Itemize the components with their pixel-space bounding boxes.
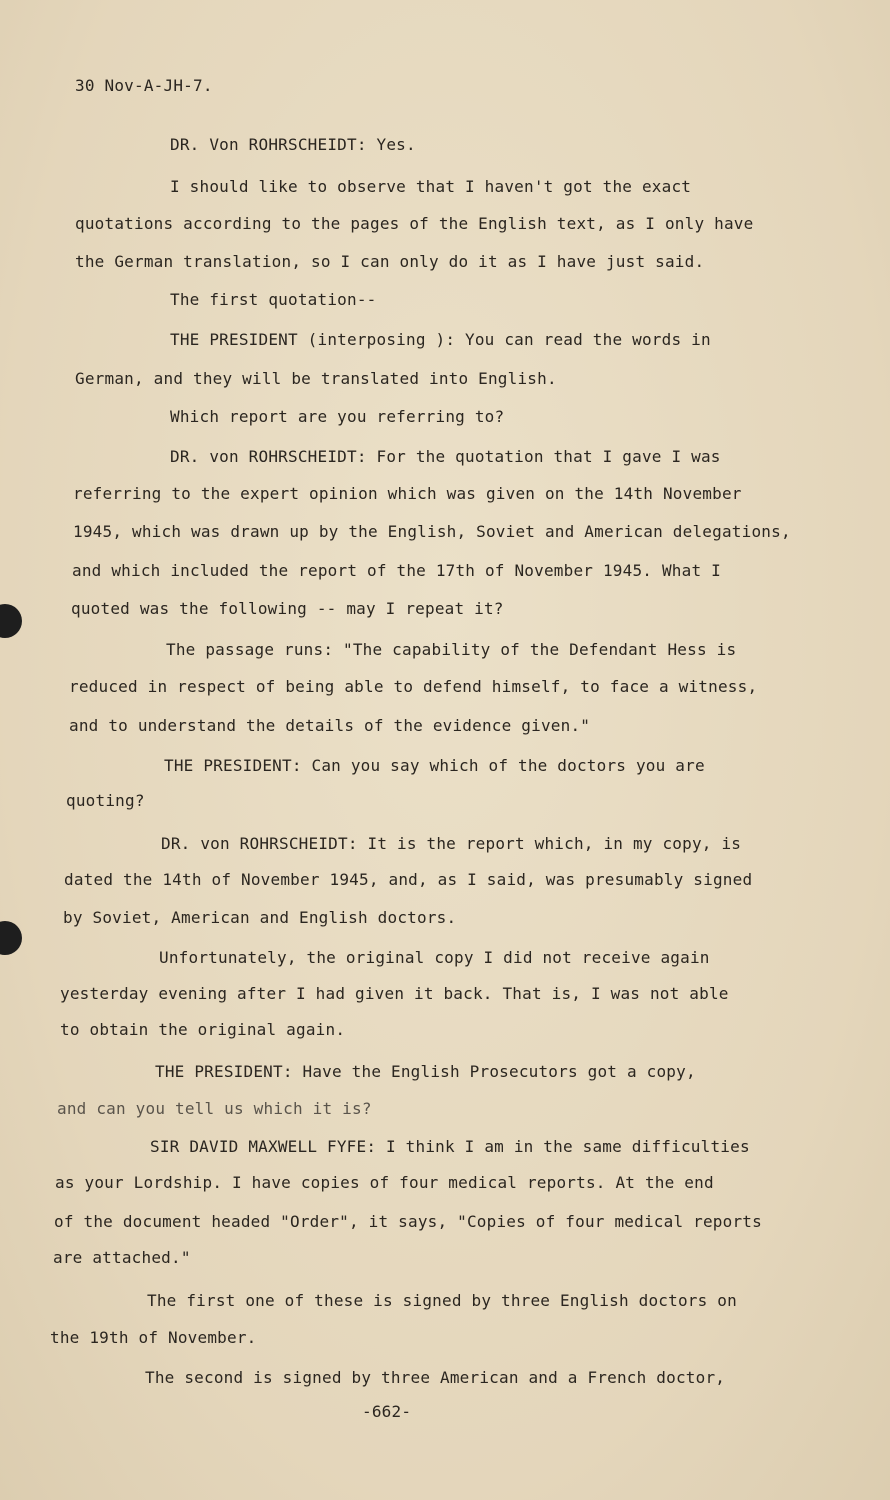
text-line: as your Lordship. I have copies of four medical reports. At the end (55, 1173, 714, 1192)
text-line: are attached." (53, 1248, 191, 1267)
text-line: SIR DAVID MAXWELL FYFE: I think I am in the same difficulties (150, 1137, 750, 1156)
text-line: The first one of these is signed by three English doctors on (147, 1291, 737, 1310)
text-line: of the document headed "Order", it says, "Copies of four medical reports (54, 1212, 762, 1231)
text-line: the 19th of November. (50, 1328, 257, 1347)
text-line: 1945, which was drawn up by the English, Soviet and American delegations, (73, 522, 791, 541)
text-line: DR. von ROHRSCHEIDT: For the quotation that I gave I was (170, 447, 721, 466)
text-line: the German translation, so I can only do it as I have just said. (75, 252, 705, 271)
text-line: The second is signed by three American and a French doctor, (145, 1368, 726, 1387)
text-line: reduced in respect of being able to defend himself, to face a witness, (69, 677, 758, 696)
punch-hole-top (0, 604, 22, 638)
text-line: yesterday evening after I had given it back. That is, I was not able (60, 984, 729, 1003)
text-line: THE PRESIDENT (interposing ): You can read the words in (170, 330, 711, 349)
punch-hole-bottom (0, 921, 22, 955)
text-line: to obtain the original again. (60, 1020, 346, 1039)
text-line: German, and they will be translated into English. (75, 369, 557, 388)
text-line: and to understand the details of the evidence given." (69, 716, 591, 735)
text-line: Unfortunately, the original copy I did not receive again (159, 948, 710, 967)
text-line: THE PRESIDENT: Have the English Prosecutors got a copy, (155, 1062, 696, 1081)
text-line: Which report are you referring to? (170, 407, 505, 426)
document-reference: 30 Nov-A-JH-7. (75, 76, 213, 95)
text-line: quoted was the following -- may I repeat it? (71, 599, 504, 618)
text-line: The first quotation-- (170, 290, 377, 309)
text-line: and which included the report of the 17th of November 1945. What I (72, 561, 721, 580)
text-line: The passage runs: "The capability of the Defendant Hess is (166, 640, 737, 659)
text-line: I should like to observe that I haven't got the exact (170, 177, 692, 196)
text-line: and can you tell us which it is? (57, 1099, 372, 1118)
text-line: referring to the expert opinion which was given on the 14th November (73, 484, 742, 503)
text-line: DR. Von ROHRSCHEIDT: Yes. (170, 135, 416, 154)
text-line: dated the 14th of November 1945, and, as I said, was presumably signed (64, 870, 753, 889)
page-number: -662- (362, 1402, 412, 1421)
text-line: DR. von ROHRSCHEIDT: It is the report which, in my copy, is (161, 834, 742, 853)
text-line: quotations according to the pages of the English text, as I only have (75, 214, 754, 233)
text-line: by Soviet, American and English doctors. (63, 908, 457, 927)
text-line: quoting? (66, 791, 145, 810)
text-line: THE PRESIDENT: Can you say which of the doctors you are (164, 756, 705, 775)
